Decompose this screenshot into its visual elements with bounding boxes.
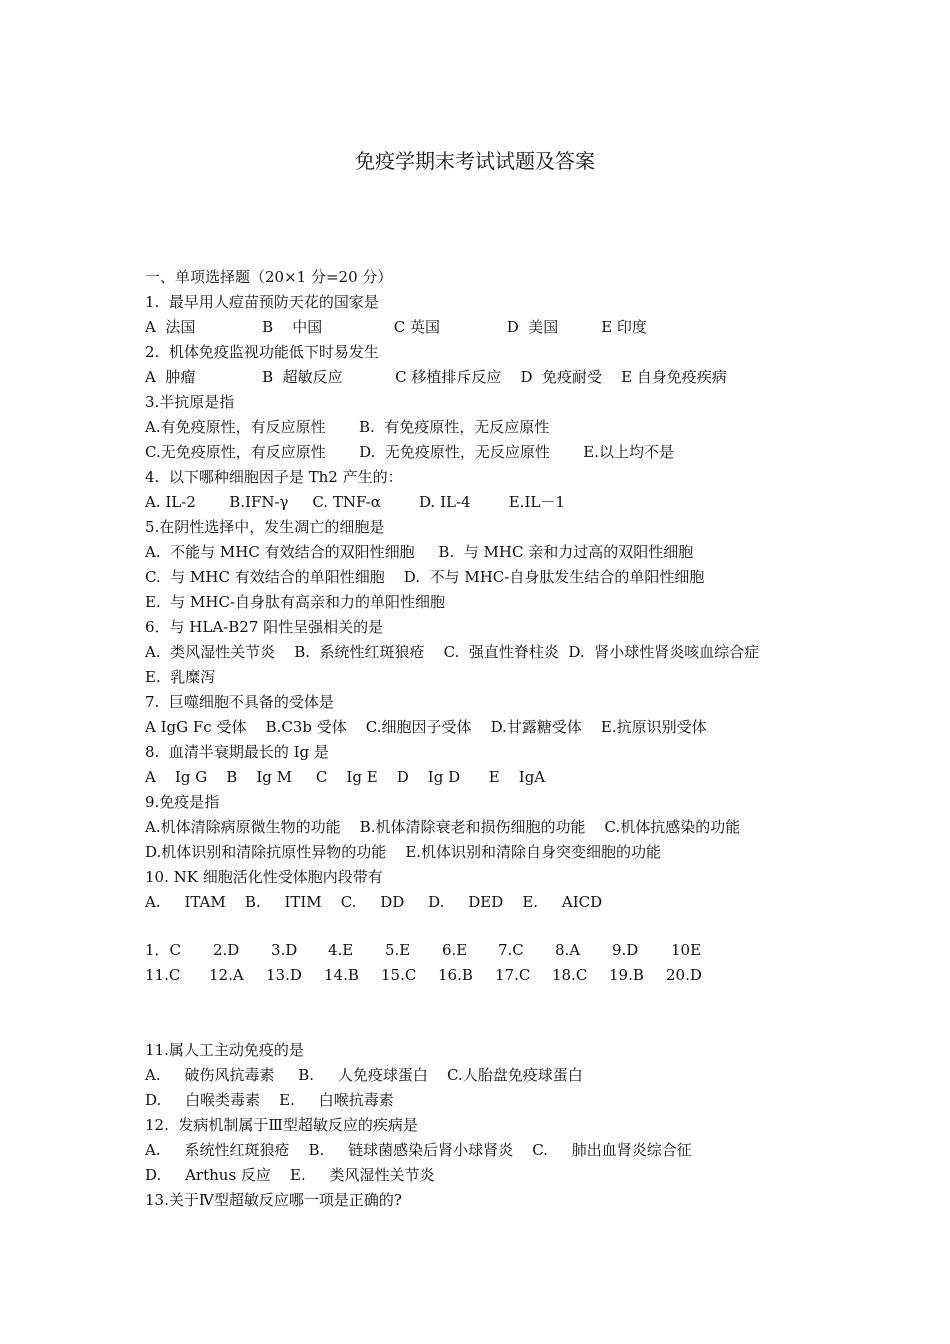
answer-item: 15.C <box>381 966 417 984</box>
answer-item: 20.D <box>666 966 702 984</box>
question-3-options-a-b: A.有免疫原性，有反应原性 B. 有免疫原性，无反应原性 <box>145 418 550 436</box>
answer-item: 14.B <box>324 966 359 984</box>
section-heading: 一、单项选择题（20×1 分=20 分） <box>145 268 393 286</box>
question-7: 7. 巨噬细胞不具备的受体是 <box>145 693 334 711</box>
answer-item: 12.A <box>209 966 244 984</box>
answer-row-2 <box>145 963 845 988</box>
answer-item: 11.C <box>145 966 181 984</box>
answer-item: 10E <box>671 941 702 959</box>
question-12-options-a-c: A. 系统性红斑狼疮 B. 链球菌感染后肾小球肾炎 C. 肺出血肾炎综合征 <box>145 1141 692 1159</box>
single-choice-section <box>145 265 845 915</box>
question-13: 13.关于Ⅳ型超敏反应哪一项是正确的? <box>145 1191 402 1209</box>
answer-item: 3.D <box>271 941 298 959</box>
answer-item: 4.E <box>328 941 354 959</box>
question-6-options-a-d: A. 类风湿性关节炎 B. 系统性红斑狼疮 C. 强直性脊柱炎 D. 肾小球性肾炎咳血综合症 <box>145 643 760 661</box>
question-5-options-a-b: A. 不能与 MHC 有效结合的双阳性细胞 B. 与 MHC 亲和力过高的双阳性细胞 <box>145 543 694 561</box>
continued-questions-section <box>145 1038 845 1213</box>
answer-item: 13.D <box>266 966 302 984</box>
question-12: 12. 发病机制属于Ⅲ型超敏反应的疾病是 <box>145 1116 418 1134</box>
question-11: 11.属人工主动免疫的是 <box>145 1041 304 1059</box>
question-9-options-d-e: D.机体识别和清除抗原性异物的功能 E.机体识别和清除自身突变细胞的功能 <box>145 843 662 861</box>
question-2: 2. 机体免疫监视功能低下时易发生 <box>145 343 379 361</box>
question-10-options: A. ITAM B. ITIM C. DD D. DED E. AICD <box>145 893 603 911</box>
document-title: 免疫学期末考试试题及答案 <box>355 149 595 173</box>
answer-item: 9.D <box>612 941 639 959</box>
question-3-options-c-e: C.无免疫原性，有反应原性 D. 无免疫原性，无反应原性 E.以上均不是 <box>145 443 674 461</box>
answer-item: 2.D <box>213 941 240 959</box>
question-6: 6．与 HLA-B27 阳性呈强相关的是 <box>145 618 384 636</box>
answer-item: 18.C <box>552 966 588 984</box>
question-8-options: A Ig G B Ig M C Ig E D Ig D E IgA <box>145 768 546 786</box>
answer-item: 7.C <box>498 941 524 959</box>
question-9: 9.免疫是指 <box>145 793 220 811</box>
answer-item: 8.A <box>555 941 581 959</box>
answer-item: 19.B <box>609 966 644 984</box>
question-2-options: A 肿瘤 B 超敏反应 C 移植排斥反应 D 免疫耐受 E 自身免疫疾病 <box>145 368 727 386</box>
answer-item: 16.B <box>438 966 473 984</box>
question-3: 3.半抗原是指 <box>145 393 235 411</box>
question-12-options-d-e: D. Arthus 反应 E. 类风湿性关节炎 <box>145 1166 435 1184</box>
question-5-options-c-d: C. 与 MHC 有效结合的单阳性细胞 D. 不与 MHC-自身肽发生结合的单阳性细胞 <box>145 568 705 586</box>
question-1-options: A 法国 B 中国 C 英国 D 美国 E 印度 <box>145 318 647 336</box>
question-8: 8. 血清半衰期最长的 Ig 是 <box>145 743 329 761</box>
answer-item: 5.E <box>385 941 411 959</box>
question-4: 4. 以下哪种细胞因子是 Th2 产生的： <box>145 468 403 486</box>
question-11-options-a-c: A. 破伤风抗毒素 B. 人免疫球蛋白 C.人胎盘免疫球蛋白 <box>145 1066 583 1084</box>
question-11-options-d-e: D. 白喉类毒素 E. 白喉抗毒素 <box>145 1091 394 1109</box>
question-7-options: A IgG Fc 受体 B.C3b 受体 C.细胞因子受体 D.甘露糖受体 E.抗原识别受体 <box>145 718 707 736</box>
question-6-option-e: E. 乳糜泻 <box>145 668 216 686</box>
question-5-option-e: E. 与 MHC-自身肽有高亲和力的单阳性细胞 <box>145 593 446 611</box>
question-9-options-a-c: A.机体清除病原微生物的功能 B.机体清除衰老和损伤细胞的功能 C.机体抗感染的功能 <box>145 818 741 836</box>
answer-item: 6.E <box>442 941 468 959</box>
answer-key <box>145 938 845 988</box>
answer-item: 17.C <box>495 966 531 984</box>
question-4-options: A. IL-2 B.IFN-γ C. TNF-α D. IL-4 E.IL－1 <box>145 493 565 511</box>
answer-row-1 <box>145 938 845 963</box>
question-1: 1. 最早用人痘苗预防天花的国家是 <box>145 293 379 311</box>
question-5: 5.在阴性选择中，发生凋亡的细胞是 <box>145 518 385 536</box>
answer-item: 1．C <box>145 941 182 959</box>
question-10: 10. NK 细胞活化性受体胞内段带有 <box>145 868 383 886</box>
